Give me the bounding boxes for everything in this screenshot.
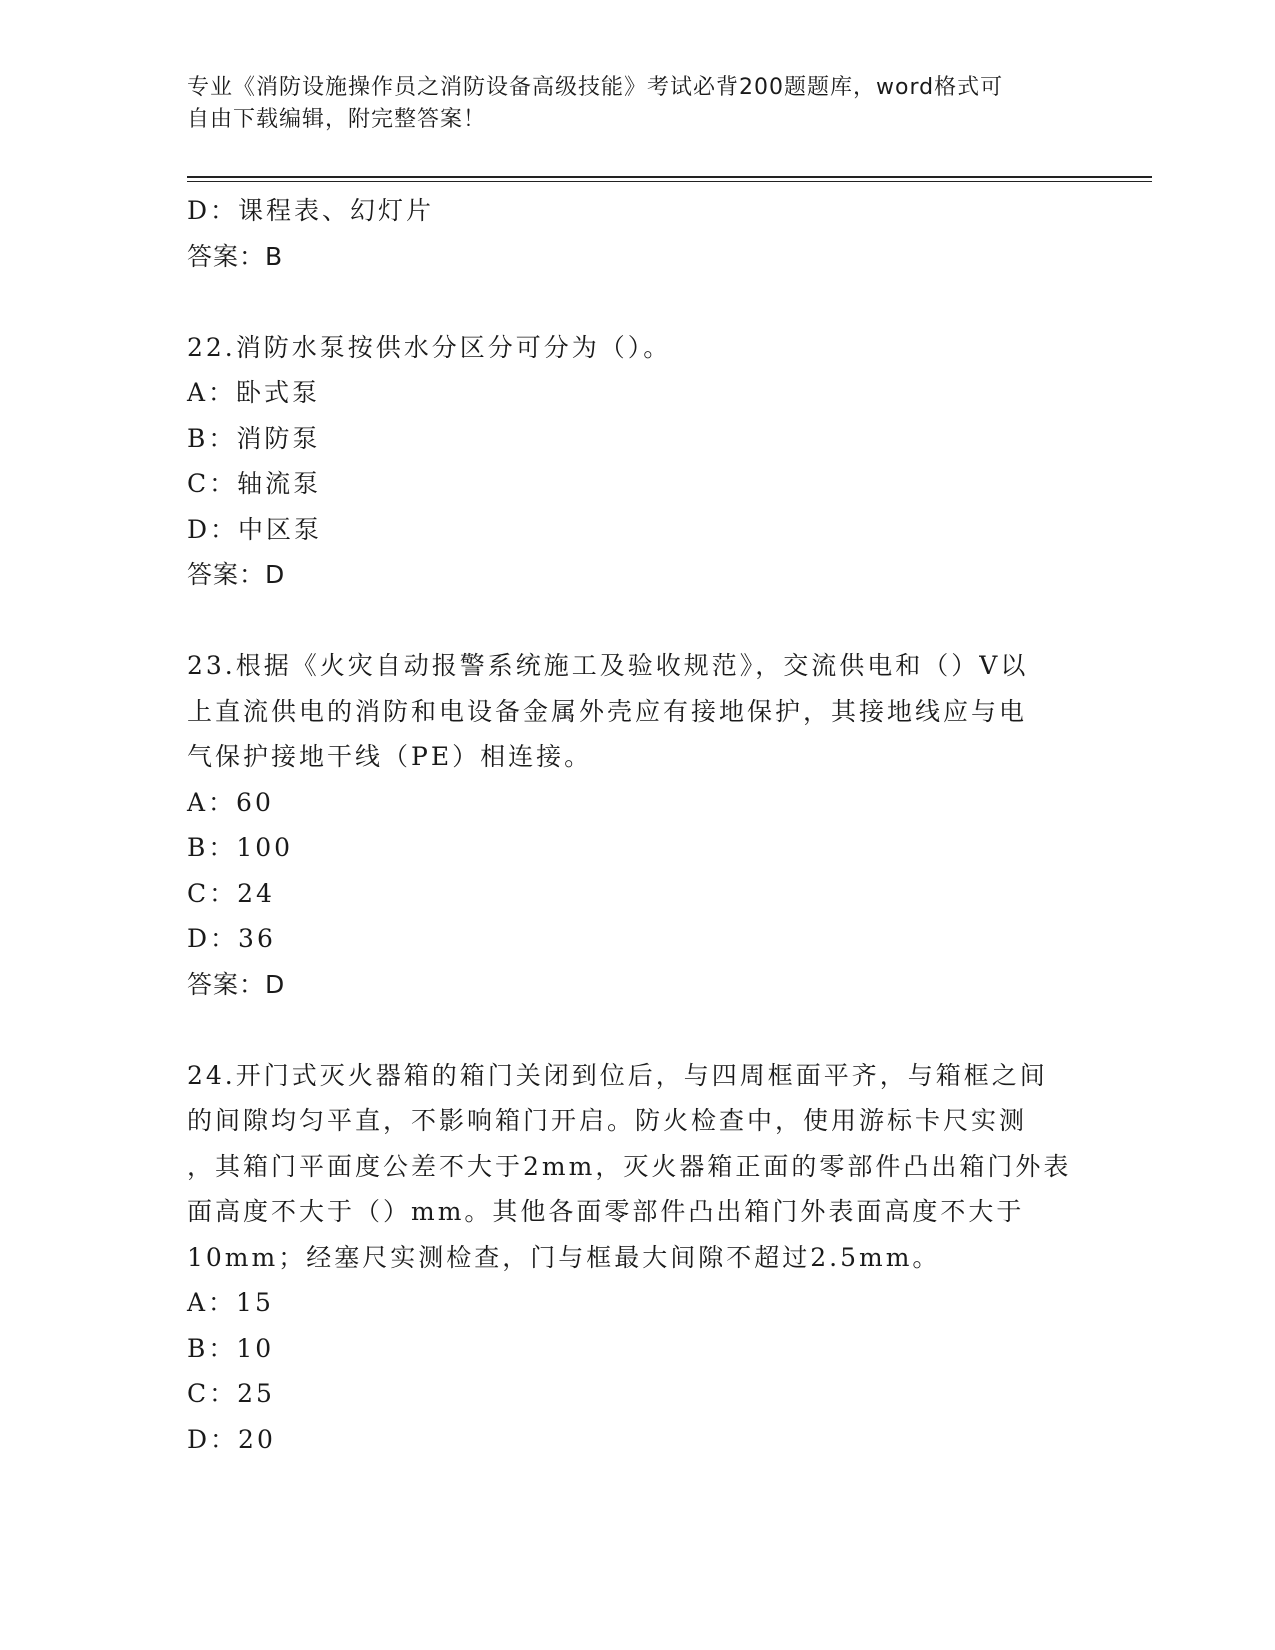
header-divider-thin (187, 181, 1152, 182)
spacer (187, 1007, 1087, 1053)
q22-option-d: D：中区泵 (187, 514, 323, 544)
header-divider-thick (187, 176, 1152, 178)
q24-stem-line-2: 的间隙均匀平直，不影响箱门开启。防火检查中，使用游标卡尺实测 (187, 1106, 1028, 1135)
spacer (187, 279, 1087, 325)
q22-option-a: A：卧式泵 (187, 378, 321, 407)
question-content (187, 188, 1087, 1462)
q23-stem-line-2: 上直流供电的消防和电设备金属外壳应有接地保护，其接地线应与电 (187, 696, 1028, 726)
q24-stem-line-3: ，其箱门平面度公差不大于2mm，灭火器箱正面的零部件凸出箱门外表 (187, 1151, 1072, 1181)
q24-option-a: A：15 (187, 1288, 274, 1317)
q24-stem-line-4: 面高度不大于（）mm。其他各面零部件凸出箱门外表面高度不大于 (187, 1197, 1025, 1226)
header-line-2: 自由下载编辑，附完整答案！ (187, 107, 487, 132)
q23-option-a: A：60 (187, 787, 274, 817)
q23-option-c: C：24 (187, 878, 275, 908)
q23-answer: 答案：D (187, 969, 286, 999)
q24-option-c: C：25 (187, 1379, 275, 1408)
q23-option-d: D：36 (187, 924, 276, 953)
prev-answer: 答案：B (187, 241, 284, 271)
q24-option-d: D：20 (187, 1424, 276, 1454)
q23-stem-line-3: 气保护接地干线（PE）相连接。 (187, 742, 593, 771)
q22-option-c: C：轴流泵 (187, 469, 322, 498)
document-header (187, 72, 1087, 136)
header-line-1: 专业《消防设施操作员之消防设备高级技能》考试必背200题题库，word格式可 (187, 75, 1004, 100)
spacer (187, 598, 1087, 644)
q22-option-b: B：消防泵 (187, 423, 321, 453)
q23-stem-line-1: 23.根据《火灾自动报警系统施工及验收规范》，交流供电和（）V以 (187, 651, 1029, 680)
q22-stem: 22.消防水泵按供水分区分可分为（）。 (187, 332, 672, 362)
q24-stem-line-5: 10mm；经塞尺实测检查，门与框最大间隙不超过2.5mm。 (187, 1242, 941, 1272)
q24-stem-line-1: 24.开门式灭火器箱的箱门关闭到位后，与四周框面平齐，与箱框之间 (187, 1060, 1048, 1090)
prev-option-d: D：课程表、幻灯片 (187, 196, 435, 225)
q22-answer: 答案：D (187, 560, 286, 589)
q23-option-b: B：100 (187, 833, 294, 862)
q24-option-b: B：10 (187, 1333, 275, 1363)
